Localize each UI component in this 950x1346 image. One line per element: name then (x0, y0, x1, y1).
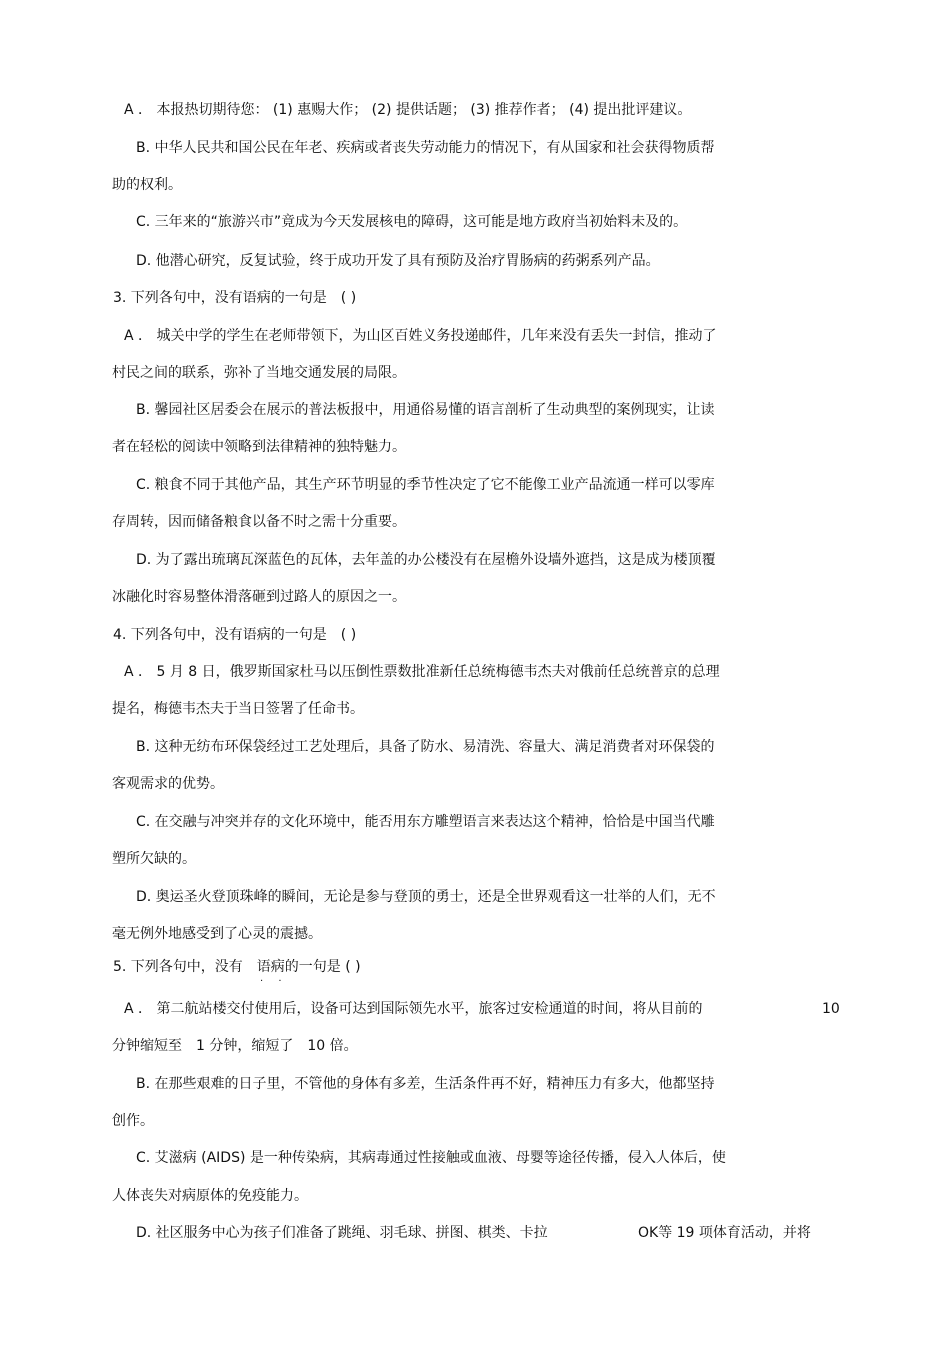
option-d-q3: D. 为了露出琉璃瓦深蓝色的瓦体，去年盖的办公楼没有在屋檐外设墙外遮挡，这是成为楼顶覆 (136, 552, 716, 568)
question-3: 3. 下列各句中，没有语病的一句是 ( ) (113, 290, 357, 306)
option-b-q3: B. 馨园社区居委会在展示的普法板报中，用通俗易懂的语言剖析了生动典型的案例现实，让读 (136, 402, 715, 418)
option-a-q5-number: 10 (822, 1001, 840, 1017)
option-b-q5: B. 在那些艰难的日子里，不管他的身体有多差，生活条件再不好，精神压力有多大，他都坚持 (136, 1076, 715, 1092)
option-a-q2: A ． 本报热切期待您： (1) 惠赐大作； (2) 提供话题； (3) 推荐作者； (4) 提出批评建议。 (124, 102, 692, 118)
option-a-q4: A ． 5 月 8 日，俄罗斯国家杜马以压倒性票数批准新任总统梅德韦杰夫对俄前任总统普京的总理 (124, 664, 720, 680)
option-b-q2: B. 中华人民共和国公民在年老、疾病或者丧失劳动能力的情况下，有从国家和社会获得物质帮 (136, 140, 715, 156)
option-a-q4-cont: 提名，梅德韦杰夫于当日签署了任命书。 (112, 701, 364, 717)
option-d-q5: D. 社区服务中心为孩子们准备了跳绳、羽毛球、拼图、棋类、卡拉 (136, 1225, 548, 1241)
option-b-q4: B. 这种无纺布环保袋经过工艺处理后，具备了防水、易清洗、容量大、满足消费者对环保袋的 (136, 739, 715, 755)
option-a-q5-cont: 分钟缩短至 1 分钟，缩短了 10 倍。 (112, 1038, 358, 1054)
option-c-q2: C. 三年来的“旅游兴市”竟成为今天发展核电的障碍，这可能是地方政府当初始料未及的。 (136, 214, 688, 230)
option-b-q5-cont: 创作。 (112, 1113, 154, 1129)
option-b-q3-cont: 者在轻松的阅读中领略到法律精神的独特魅力。 (112, 439, 406, 455)
option-c-q3-cont: 存周转，因而储备粮食以备不时之需十分重要。 (112, 514, 406, 530)
option-d-q2: D. 他潜心研究，反复试验，终于成功开发了具有预防及治疗胃肠病的药粥系列产品。 (136, 253, 660, 269)
option-d-q4: D. 奥运圣火登顶珠峰的瞬间，无论是参与登顶的勇士，还是全世界观看这一壮举的人们，无不 (136, 889, 716, 905)
option-c-q3: C. 粮食不同于其他产品，其生产环节明显的季节性决定了它不能像工业产品流通一样可以零库 (136, 477, 715, 493)
option-c-q4: C. 在交融与冲突并存的文化环境中，能否用东方雕塑语言来表达这个精神，恰恰是中国当代雕 (136, 814, 715, 830)
option-d-q3-cont: 冰融化时容易整体滑落砸到过路人的原因之一。 (112, 589, 406, 605)
question-4: 4. 下列各句中，没有语病的一句是 ( ) (113, 627, 357, 643)
option-d-q5-tail: OK等 19 项体育活动，并将 (638, 1225, 811, 1241)
option-c-q5: C. 艾滋病 (AIDS) 是一种传染病，其病毒通过性接触或血液、母婴等途径传播，侵入人体后，使 (136, 1150, 726, 1166)
emphasis-dots: · · (260, 976, 288, 987)
question-5: 5. 下列各句中，没有 语病的一句是 ( ) (113, 959, 361, 975)
option-a-q3-cont: 村民之间的联系，弥补了当地交通发展的局限。 (112, 365, 406, 381)
option-a-q3: A ． 城关中学的学生在老师带领下，为山区百姓义务投递邮件，几年来没有丢失一封信，推动了 (124, 328, 717, 344)
option-d-q4-cont: 毫无例外地感受到了心灵的震撼。 (112, 926, 322, 942)
option-c-q4-cont: 塑所欠缺的。 (112, 851, 196, 867)
option-c-q5-cont: 人体丧失对病原体的免疫能力。 (112, 1188, 308, 1204)
option-a-q5: A ． 第二航站楼交付使用后，设备可达到国际领先水平，旅客过安检通道的时间，将从目前的 (124, 1001, 703, 1017)
option-b-q2-cont: 助的权利。 (112, 177, 182, 193)
option-b-q4-cont: 客观需求的优势。 (112, 776, 224, 792)
